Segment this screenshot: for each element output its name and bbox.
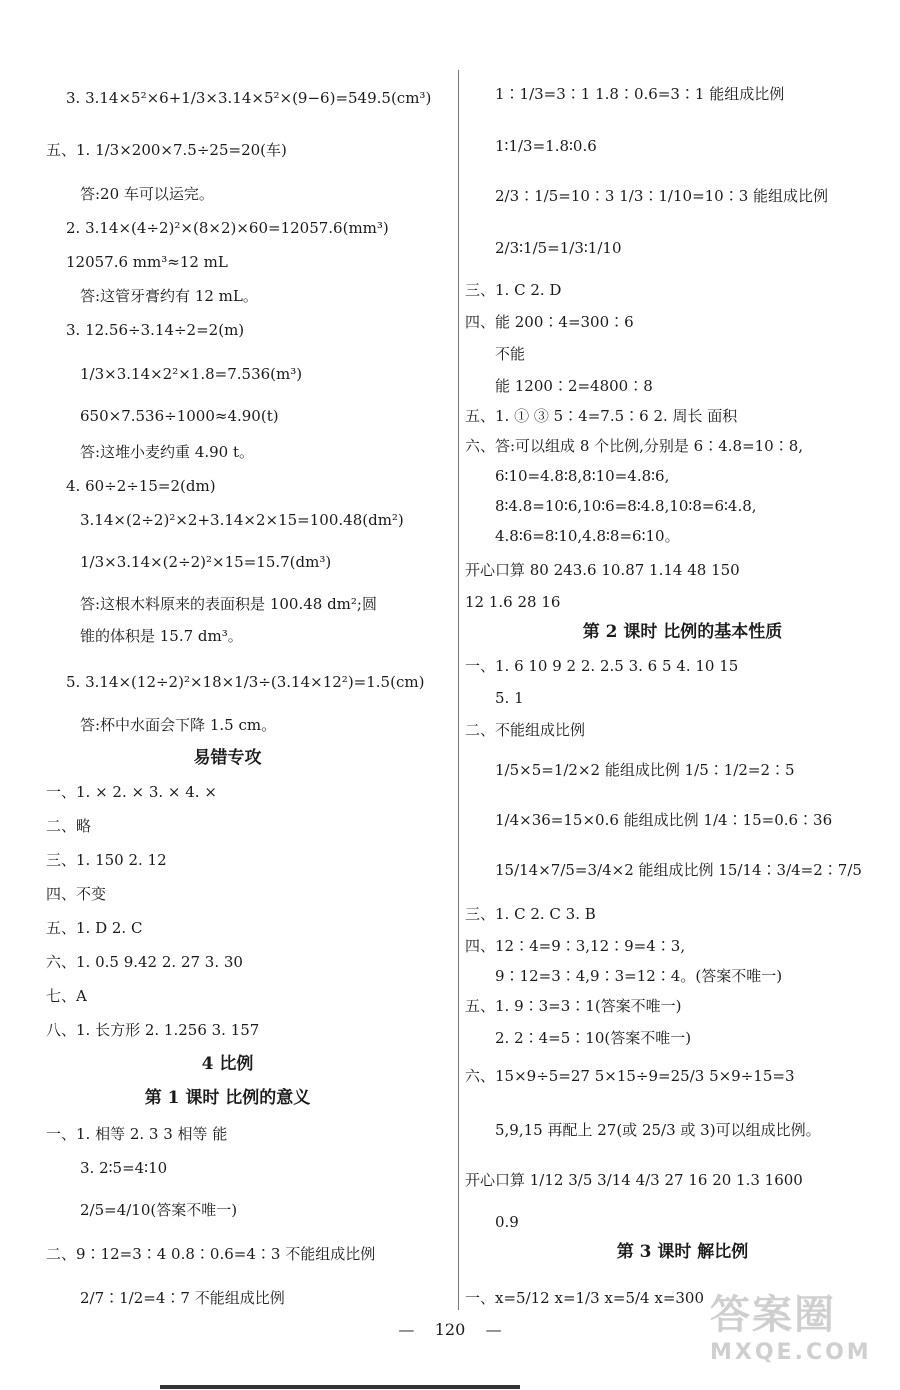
- answer-line: 2. 3.14×(4÷2)²×(8×2)×60=12057.6(mm³): [66, 219, 389, 237]
- answer-line: 1∶1/3=3∶1 1.8∶0.6=3∶1 能组成比例: [495, 85, 785, 103]
- answer-line: 15/14×7/5=3/4×2 能组成比例 15/14∶3/4=2∶7/5: [495, 861, 862, 879]
- answer-line: 12057.6 mm³≈12 mL: [66, 253, 228, 271]
- answer-line: 3. 3.14×5²×6+1/3×3.14×5²×(9−6)=549.5(cm³): [66, 89, 432, 107]
- answer-line: 2. 2∶4=5∶10(答案不唯一): [495, 1029, 692, 1047]
- section-heading: 第 3 课时 解比例: [616, 1242, 749, 1262]
- answer-line: 6∶10=4.8∶8,8∶10=4.8∶6,: [495, 467, 670, 485]
- answer-line: 锥的体积是 15.7 dm³。: [80, 627, 243, 645]
- answer-line: 5. 3.14×(12÷2)²×18×1/3÷(3.14×12²)=1.5(cm): [66, 673, 425, 691]
- answer-line: 一、1. 6 10 9 2 2. 2.5 3. 6 5 4. 10 15: [465, 657, 739, 675]
- answer-line: 答:这管牙膏约有 12 mL。: [80, 287, 258, 305]
- answer-line: 四、能 200∶4=300∶6: [465, 313, 634, 331]
- answer-line: 六、15×9÷5=27 5×15÷9=25/3 5×9÷15=3: [465, 1067, 795, 1085]
- watermark-logo: [710, 1283, 890, 1378]
- answer-line: 答:这堆小麦约重 4.90 t。: [80, 443, 255, 461]
- answer-line: 五、1. ① ③ 5∶4=7.5∶6 2. 周长 面积: [465, 407, 738, 425]
- footer-rule: [160, 1385, 520, 1389]
- answer-line: 三、1. C 2. D: [465, 281, 562, 299]
- answer-line: 1/5×5=1/2×2 能组成比例 1/5∶1/2=2∶5: [495, 761, 795, 779]
- answer-line: 五、1. 9∶3=3∶1(答案不唯一): [465, 997, 682, 1015]
- answer-line: 1∶1/3=1.8∶0.6: [495, 137, 597, 155]
- watermark-main-text: 答案圈: [710, 1292, 836, 1338]
- section-heading: 4 比例: [201, 1054, 254, 1074]
- answer-line: 八、1. 长方形 2. 1.256 3. 157: [46, 1021, 260, 1039]
- section-heading: 第 1 课时 比例的意义: [144, 1088, 311, 1108]
- answer-line: 3.14×(2÷2)²×2+3.14×2×15=100.48(dm²): [80, 511, 404, 529]
- answer-line: 开心口算 1/12 3/5 3/14 4/3 27 16 20 1.3 1600: [465, 1171, 803, 1189]
- answer-line: 二、9∶12=3∶4 0.8∶0.6=4∶3 不能组成比例: [46, 1245, 376, 1263]
- answer-line: 一、x=5/12 x=1/3 x=5/4 x=300: [465, 1289, 705, 1307]
- answer-line: 二、略: [46, 817, 92, 835]
- answer-line: 0.9: [495, 1213, 519, 1231]
- answer-line: 一、1. 相等 2. 3 3 相等 能: [46, 1125, 228, 1143]
- answer-line: 五、1. 1/3×200×7.5÷25=20(车): [46, 141, 287, 159]
- section-heading: 易错专攻: [193, 748, 262, 768]
- answer-line: 8∶4.8=10∶6,10∶6=8∶4.8,10∶8=6∶4.8,: [495, 497, 757, 515]
- column-divider: [458, 70, 459, 1310]
- answer-line: 四、12∶4=9∶3,12∶9=4∶3,: [465, 937, 686, 955]
- answer-line: 答:20 车可以运完。: [80, 185, 214, 203]
- answer-line: 9∶12=3∶4,9∶3=12∶4。(答案不唯一): [495, 967, 783, 985]
- answer-line: 答:这根木料原来的表面积是 100.48 dm²;圆: [80, 595, 377, 613]
- answer-line: 答:杯中水面会下降 1.5 cm。: [80, 716, 277, 734]
- answer-line: 5. 1: [495, 689, 524, 707]
- answer-line: 2/5=4/10(答案不唯一): [80, 1201, 238, 1219]
- page-number-dash-right: —: [485, 1320, 502, 1339]
- answer-line: 六、1. 0.5 9.42 2. 27 3. 30: [46, 953, 243, 971]
- answer-line: 四、不变: [46, 885, 107, 903]
- answer-line: 不能: [495, 345, 526, 363]
- answer-line: 5,9,15 再配上 27(或 25/3 或 3)可以组成比例。: [495, 1121, 821, 1139]
- answer-line: 1/3×3.14×2²×1.8=7.536(m³): [80, 365, 303, 383]
- answer-line: 2/3∶1/5=1/3∶1/10: [495, 239, 622, 257]
- answer-line: 650×7.536÷1000≈4.90(t): [80, 407, 279, 425]
- answer-line: 3. 2∶5=4∶10: [80, 1159, 168, 1177]
- answer-line: 3. 12.56÷3.14÷2=2(m): [66, 321, 245, 339]
- answer-line: 1/4×36=15×0.6 能组成比例 1/4∶15=0.6∶36: [495, 811, 833, 829]
- answer-line: 12 1.6 28 16: [465, 593, 561, 611]
- answer-line: 4. 60÷2÷15=2(dm): [66, 477, 216, 495]
- answer-line: 三、1. 150 2. 12: [46, 851, 167, 869]
- page-number-dash-left: —: [398, 1320, 415, 1339]
- section-heading: 第 2 课时 比例的基本性质: [582, 622, 783, 642]
- answer-line: 4.8∶6=8∶10,4.8∶8=6∶10。: [495, 527, 680, 545]
- watermark-sub-text: MXQE.COM: [710, 1340, 872, 1365]
- answer-line: 一、1. × 2. × 3. × 4. ×: [46, 783, 217, 801]
- answer-line: 七、A: [46, 987, 87, 1005]
- answer-line: 开心口算 80 243.6 10.87 1.14 48 150: [465, 561, 740, 579]
- answer-line: 二、不能组成比例: [465, 721, 586, 739]
- page-number-value: 120: [434, 1320, 466, 1339]
- answer-line: 三、1. C 2. C 3. B: [465, 905, 596, 923]
- answer-line: 六、答:可以组成 8 个比例,分别是 6∶4.8=10∶8,: [465, 437, 804, 455]
- answer-line: 1/3×3.14×(2÷2)²×15=15.7(dm³): [80, 553, 332, 571]
- answer-line: 五、1. D 2. C: [46, 919, 143, 937]
- answer-line: 2/3∶1/5=10∶3 1/3∶1/10=10∶3 能组成比例: [495, 187, 829, 205]
- answer-line: 能 1200∶2=4800∶8: [495, 377, 653, 395]
- answer-line: 2/7∶1/2=4∶7 不能组成比例: [80, 1289, 285, 1307]
